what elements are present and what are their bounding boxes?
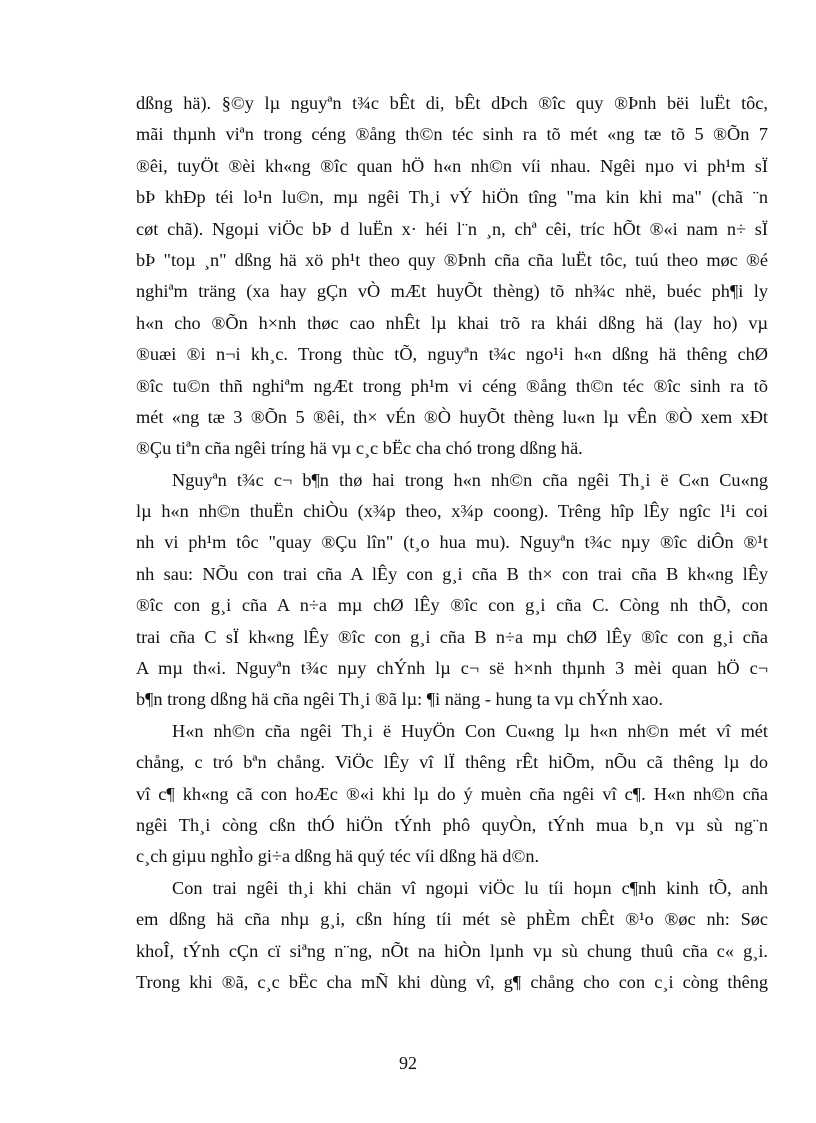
- text-line: cøt chã). Ngoµi viÖc bÞ d luËn x· héi l¨n ¸n, chª cêi, tríc hÕt ®«i nam n÷ sÏ: [136, 218, 768, 239]
- text-line: b¶n trong dßng hä cña ngêi Th¸i ®ã lµ: ¶i näng - hung ta vµ chÝnh xao.: [136, 689, 663, 710]
- text-line: trai cña C sÏ kh«ng lÊy ®îc con g¸i cña B n÷a mµ chØ lÊy ®îc con g¸i cña: [136, 626, 768, 647]
- text-line: bÞ "toµ ¸n" dßng hä xö ph¹t theo quy ®Þnh cña cña luËt tôc, tuú theo møc ®é: [136, 249, 768, 270]
- text-line: mét «ng tæ 3 ®Õn 5 ®êi, th× vÉn ®Ò huyÕt thèng lu«n lµ vÊn ®Ò xem xÐt: [136, 406, 768, 427]
- text-line: ®Çu tiªn cña ngêi tríng hä vµ c¸c bËc cha chó trong dßng hä.: [136, 438, 583, 459]
- paragraph-2: [136, 465, 768, 716]
- text-line: ®uæi ®i n¬i kh¸c. Trong thùc tÕ, nguyªn t¾c ngo¹i h«n dßng hä thêng chØ: [136, 344, 768, 365]
- text-line: Con trai ngêi th¸i khi chän vî ngoµi viÖc lu tíi hoµn c¶nh kinh tÕ, anh: [172, 877, 768, 898]
- text-line: nh sau: NÕu con trai cña A lÊy con g¸i cña B th× con trai cña B kh«ng lÊy: [136, 563, 768, 584]
- text-line: nghiªm träng (xa hay gÇn vÒ mÆt huyÕt thèng) tõ nh¾c nhë, buéc ph¶i ly: [136, 281, 768, 302]
- text-line: A mµ th«i. Nguyªn t¾c nµy chÝnh lµ c¬ së h×nh thµnh 3 mèi quan hÖ c¬: [136, 658, 768, 679]
- text-line: ngêi Th¸i còng cßn thÓ hiÖn tÝnh phô quyÒn, tÝnh mua b¸n vµ sù ng¨n: [136, 814, 768, 835]
- text-line: lµ h«n nh©n thuËn chiÒu (x¾p theo, x¾p coong). Trêng hîp lÊy ngîc l¹i coi: [136, 501, 768, 522]
- text-line: h«n cho ®Õn h×nh thøc cao nhÊt lµ khai trõ ra khái dßng hä (lay ho) vµ: [136, 312, 768, 333]
- text-line: ®îc tu©n thñ nghiªm ngÆt trong ph¹m vi céng ®ång th©n téc ®îc sinh ra tõ: [136, 375, 768, 396]
- text-line: ®êi, tuyÖt ®èi kh«ng ®îc quan hÖ h«n nh©n víi nhau. Ngêi nµo vi ph¹m sÏ: [136, 155, 768, 176]
- text-line: dßng hä). §©y lµ nguyªn t¾c bÊt di, bÊt dÞch ®îc quy ®Þnh bëi luËt tôc,: [136, 93, 768, 113]
- text-line: c¸ch giµu nghÌo gi÷a dßng hä quý téc víi dßng hä d©n.: [136, 846, 540, 867]
- text-line: bÞ khÐp téi lo¹n lu©n, mµ ngêi Th¸i vÝ hiÖn tîng "ma kin khi ma" (chã ¨n: [136, 187, 768, 208]
- text-line: mãi thµnh viªn trong céng ®ång th©n téc sinh ra tõ mét «ng tæ tõ 5 ®Õn 7: [136, 124, 768, 145]
- text-line: Nguyªn t¾c c¬ b¶n thø hai trong h«n nh©n cña ngêi Th¸i ë C«n Cu«ng: [172, 469, 768, 490]
- paragraph-4: [136, 873, 768, 999]
- paragraph-1: [136, 88, 768, 465]
- page-number: 92: [399, 1053, 417, 1073]
- text-line: ®îc con g¸i cña A n÷a mµ chØ lÊy ®îc con g¸i cña C. Còng nh thÕ, con: [136, 595, 768, 616]
- text-line: em dßng hä cña nhµ g¸i, cßn híng tíi mét sè phÈm chÊt ®¹o ®øc nh: Søc: [136, 909, 768, 930]
- text-line: H«n nh©n cña ngêi Th¸i ë HuyÖn Con Cu«ng lµ h«n nh©n mét vî mét: [172, 720, 768, 741]
- text-line: khoÎ, tÝnh cÇn cï siªng n¨ng, nÕt na hiÒn lµnh vµ sù chung thuû cña c« g¸i.: [136, 940, 768, 961]
- text-line: nh vi ph¹m tôc "quay ®Çu lîn" (t¸o hua mu). Nguyªn t¾c nµy ®îc diÔn ®¹t: [136, 532, 768, 553]
- text-line: chång, c tró bªn chång. ViÖc lÊy vî lÏ thêng rÊt hiÕm, nÕu cã thêng lµ do: [136, 752, 768, 773]
- document-body: [136, 88, 768, 998]
- paragraph-3: [136, 716, 768, 873]
- text-line: vî c¶ kh«ng cã con hoÆc ®«i khi lµ do ý muèn cña ngêi vî c¶. H«n nh©n cña: [136, 783, 768, 804]
- text-line: Trong khi ®ã, c¸c bËc cha mÑ khi dùng vî, g¶ chång cho con c¸i còng thêng: [136, 971, 768, 992]
